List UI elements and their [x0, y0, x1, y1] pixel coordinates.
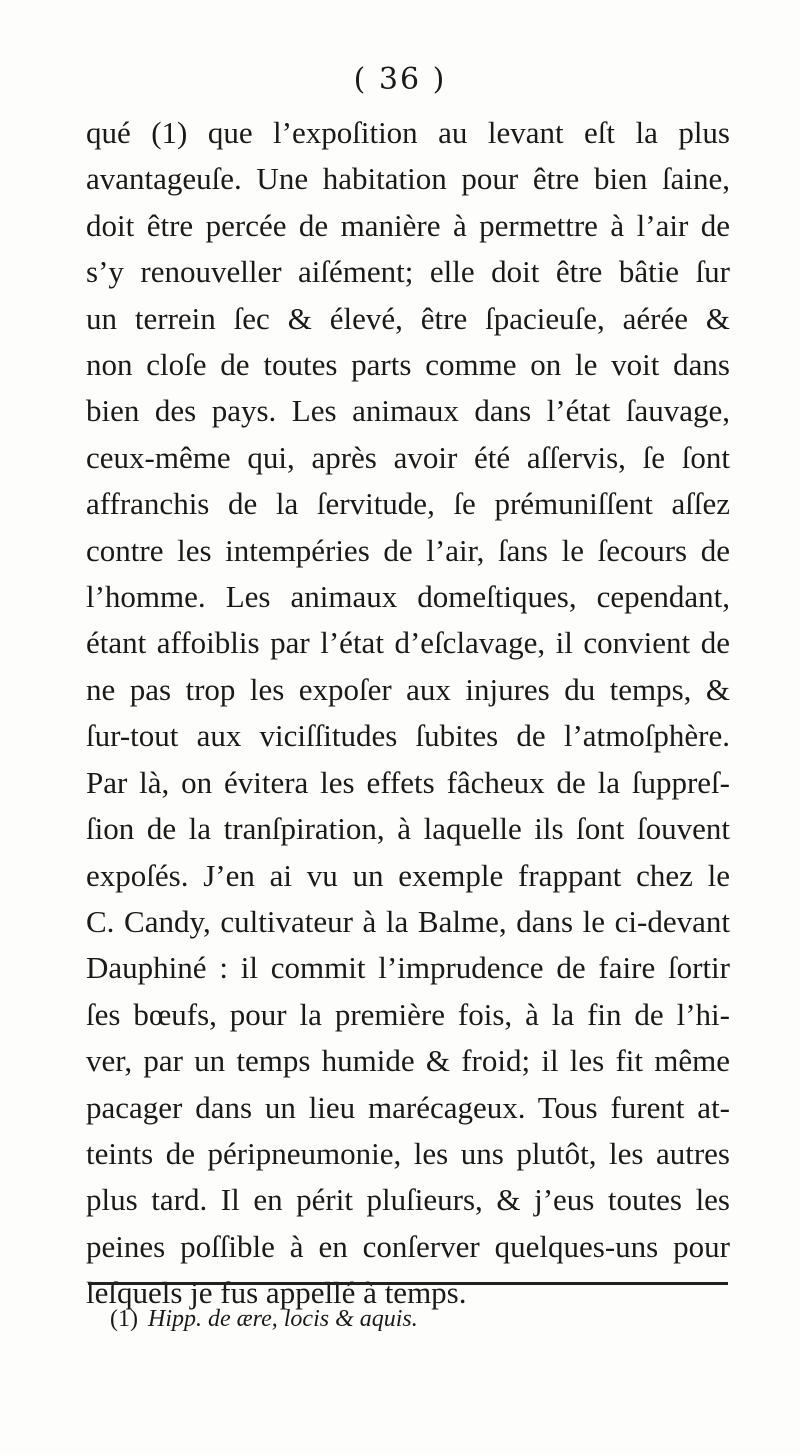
text-line: contre les intempéries de l’air, ſans le ſecours de [86, 532, 730, 568]
text-line: ver, par un temps humide & froid; il les fit même [86, 1043, 730, 1079]
text-line: leſquels je fus appellé à temps. [86, 1275, 467, 1311]
text-line: teints de péripneumonie, les uns plutôt, les autres [86, 1135, 730, 1171]
text-line: bien des pays. Les animaux dans l’état ſauvage, [86, 393, 730, 429]
footnote-reference: Hipp. de ære, locis & aquis. [147, 1306, 418, 1332]
text-line: ſur-tout aux viciſſitudes ſubites de l’atmoſphère. [86, 718, 730, 754]
text-line: plus tard. Il en périt pluſieurs, & j’eus toutes les [86, 1182, 730, 1218]
footnote-mark: (1) [110, 1306, 138, 1332]
text-line: avantageuſe. Une habitation pour être bien ſaine, [86, 161, 730, 197]
text-line: doit être percée de manière à permettre à l’air de [86, 207, 730, 243]
text-line: non cloſe de toutes parts comme on le voit dans [86, 347, 730, 383]
text-line: ſes bœufs, pour la première fois, à la fin de l’hi- [86, 996, 730, 1032]
text-line: expoſés. J’en ai vu un exemple frappant chez le [86, 857, 730, 893]
text-line: étant affoiblis par l’état d’eſclavage, il convient de [86, 625, 730, 661]
text-line: peines poſſible à en conſerver quelques-uns pour [86, 1228, 730, 1264]
text-line: qué (1) que l’expoſition au levant eſt la plus [86, 115, 730, 150]
page-number: ( 36 ) [353, 62, 447, 97]
text-line: ne pas trop les expoſer aux injures du temps, & [86, 671, 730, 707]
text-line: un terrein ſec & élevé, être ſpacieuſe, aérée & [86, 300, 730, 336]
text-line: C. Candy, cultivateur à la Balme, dans le ci-devant [86, 903, 730, 939]
text-line: ceux-même qui, après avoir été aſſervis, ſe ſont [86, 439, 730, 475]
body-text [86, 110, 730, 1317]
text-line: pacager dans un lieu marécageux. Tous furent at- [86, 1089, 730, 1125]
footnote [110, 1306, 418, 1333]
text-line: Dauphiné : il commit l’imprudence de faire ſortir [86, 950, 730, 986]
text-line: affranchis de la ſervitude, ſe prémuniſſent aſſez [86, 486, 730, 522]
footnote-divider [88, 1282, 728, 1285]
text-line: Par là, on évitera les effets fâcheux de la ſuppreſ- [86, 764, 730, 800]
text-line: ſion de la tranſpiration, à laquelle ils ſont ſouvent [86, 811, 730, 847]
text-line: s’y renouveller aiſément; elle doit être bâtie ſur [86, 254, 730, 290]
text-line: l’homme. Les animaux domeſtiques, cependant, [86, 579, 730, 615]
